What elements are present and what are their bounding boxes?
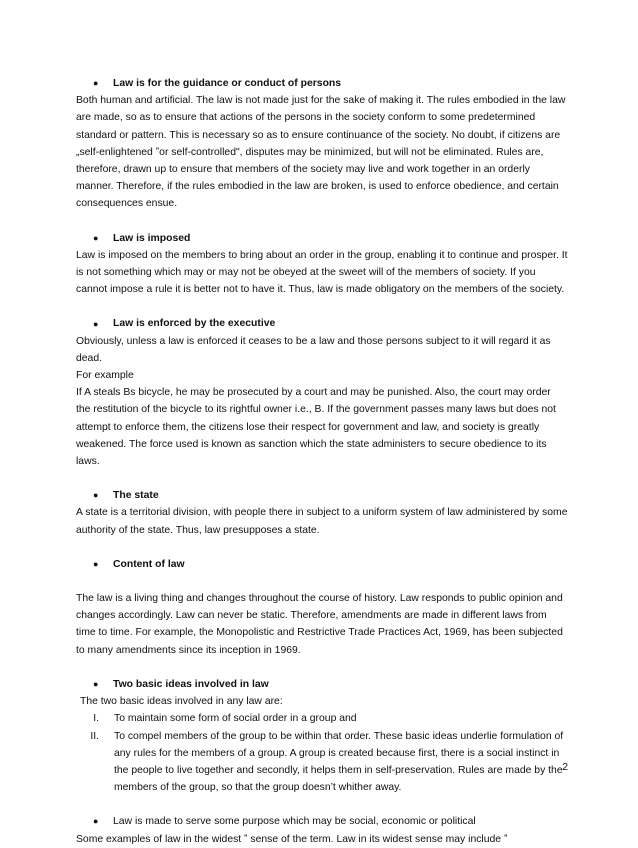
paragraph: Obviously, unless a law is enforced it ceases to be a law and those persons subject to it will regard it as dead. <box>76 335 551 364</box>
numbered-list <box>76 710 568 796</box>
heading-text: Law is imposed <box>113 232 191 244</box>
paragraph: Some examples of law in the widest ˮ sense of the term. Law in its widest sense may include ˮ <box>76 833 508 845</box>
bullet-icon: ● <box>93 232 99 243</box>
paragraph: A state is a territorial division, with people there in subject to a uniform system of law administered by some authority of the state. Thus, law presupposes a state. <box>76 507 568 536</box>
section-heading-purpose <box>93 813 568 830</box>
section-heading-enforced <box>93 315 568 332</box>
page-content <box>76 75 568 848</box>
list-item <box>76 710 568 727</box>
page-number: 2 <box>562 762 568 773</box>
section-heading-guidance <box>93 75 568 92</box>
heading-text: Law is for the guidance or conduct of persons <box>113 78 342 89</box>
bullet-icon: ● <box>93 816 99 827</box>
heading-text: Law is enforced by the executive <box>113 318 276 330</box>
paragraph: The law is a living thing and changes throughout the course of history. Law responds to public opinion and changes accordingly. Law can never be static. Therefore, amendments are made in different laws from time to time. For example, the Monopolistic and Restrictive Trade Practices Act, 1969, has been subjected to many amendments since its inception in 1969. <box>76 593 563 656</box>
heading-text: Law is made to serve some purpose which may be social, economic or political <box>113 816 476 828</box>
paragraph: Both human and artificial. The law is not made just for the sake of making it. The rules embodied in the law are made, so as to ensure that actions of the persons in the society conform to some predetermined standard or pattern. This is necessary so as to ensure continuance of the society. No doubt, if citizens are „self-enlightened ˮor self-controlled", disputes may be minimized, but will not be eliminated. Rules are, therefore, drawn up to ensure that members of the society may live and work together in an orderly manner. Therefore, if the rules embodied in the law are broken, is used to enforce obedience, and certain consequences ensue. <box>76 95 566 210</box>
section-heading-imposed <box>93 230 568 247</box>
bullet-icon: ● <box>93 678 99 689</box>
bullet-icon: ● <box>93 78 99 89</box>
bullet-icon: ● <box>93 490 99 501</box>
list-text: To maintain some form of social order in a group and <box>114 713 357 725</box>
paragraph: Law is imposed on the members to bring about an order in the group, enabling it to continue and prosper. It is not something which may or may not be obeyed at the sweet will of the members of society. If you cannot impose a rule it is better not to have it. Thus, law is made obligatory on the members of the society. <box>76 249 568 296</box>
section-heading-two-ideas <box>93 676 568 693</box>
bullet-icon: ● <box>93 558 99 569</box>
paragraph: For example <box>76 370 134 382</box>
heading-text: The state <box>113 490 159 502</box>
paragraph: The two basic ideas involved in any law are: <box>80 696 283 708</box>
list-number: I. <box>93 713 99 725</box>
list-item <box>76 728 568 797</box>
paragraph: If A steals Bs bicycle, he may be prosecuted by a court and may be punished. Also, the court may order the restitution of the bicycle to its rightful owner i.e., B. If the government passes many laws but does not attempt to enforce them, the citizens lose their respect for government and law, and society is greatly weakened. The force used is known as sanction which the state administers to secure obedience to its laws. <box>76 387 556 468</box>
section-heading-state <box>93 487 568 504</box>
heading-text: Two basic ideas involved in law <box>113 678 269 690</box>
list-text: To compel members of the group to be within that order. These basic ideas underlie formulation of any rules for the members of a group. A group is created because first, there is a social instinct in the people to live together and secondly, it helps them in self-preservation. Rules are made by the members of the group, so that the group doesn’t whither away. <box>114 730 564 794</box>
list-number: II. <box>90 730 99 742</box>
bullet-icon: ● <box>93 318 99 329</box>
heading-text: Content of law <box>113 558 185 570</box>
section-heading-content <box>93 556 568 573</box>
